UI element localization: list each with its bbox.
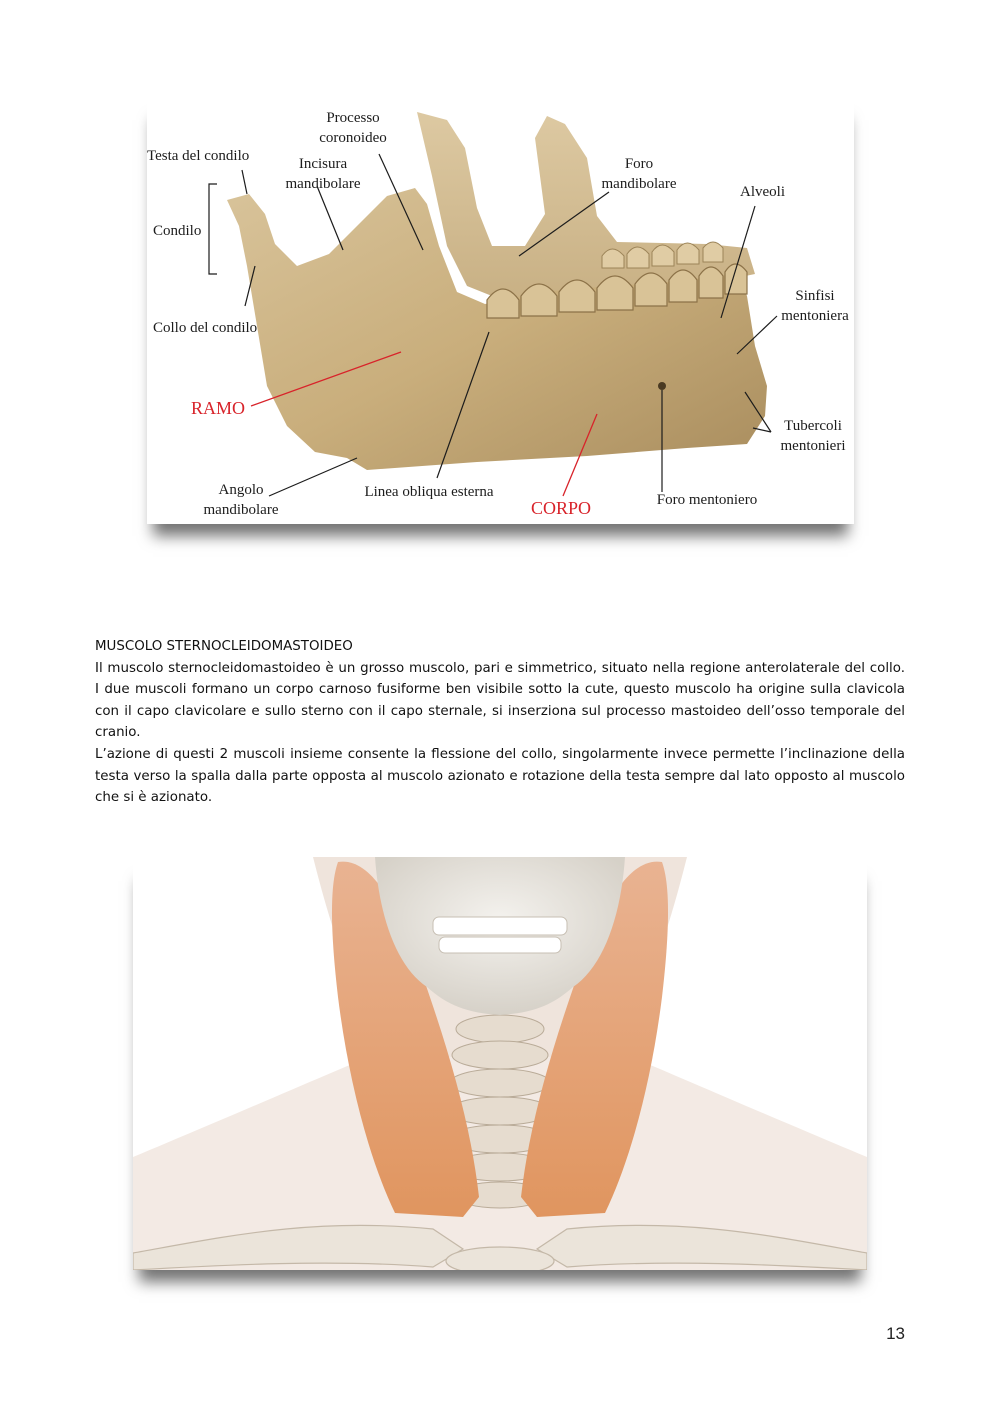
- teeth: [433, 917, 567, 953]
- label-foro-mandibolare-line2: mandibolare: [601, 176, 677, 192]
- mandible-diagram: [147, 96, 854, 524]
- label-testa-condilo: Testa del condilo: [147, 148, 250, 164]
- label-collo-condilo: Collo del condilo: [153, 320, 258, 336]
- mandible-illustration: [147, 96, 854, 524]
- label-linea-obliqua: Linea obliqua esterna: [364, 484, 494, 500]
- label-tubercoli-line1: Tubercoli: [784, 418, 842, 434]
- section-heading: MUSCOLO STERNOCLEIDOMASTOIDEO: [95, 639, 353, 654]
- label-processo-line1: Processo: [326, 110, 380, 126]
- text-section: [95, 636, 905, 809]
- sternocleidomastoid-illustration: [133, 857, 867, 1270]
- label-ramo: RAMO: [191, 398, 246, 418]
- label-sinfisi-line1: Sinfisi: [795, 288, 835, 304]
- paragraph-1: Il muscolo sternocleidomastoideo è un grosso muscolo, pari e simmetrico, situato nella regione anterolaterale del collo. I due muscoli formano un corpo carnoso fusiforme ben visibile sotto la cute, questo muscolo ha origine sulla clavicola con il capo clavicolare e sullo sterno con il capo sternale, si inserziona sul processo mastoideo dell’osso temporale del cranio.: [95, 660, 905, 741]
- label-corpo: CORPO: [530, 498, 592, 518]
- label-condilo: Condilo: [153, 223, 202, 239]
- paragraph-2: L’azione di questi 2 muscoli insieme consente la flessione del collo, singolarmente invece permette l’inclinazione della testa verso la spalla dalla parte opposta al muscolo azionato e rotazione della testa sempre dal lato opposto al muscolo che si è azionato.: [95, 746, 905, 806]
- label-sinfisi-line2: mentoniera: [781, 308, 849, 324]
- label-incisura-line1: Incisura: [298, 156, 348, 172]
- sternum: [446, 1247, 554, 1270]
- mandible-front: [227, 188, 767, 470]
- label-foro-mandibolare-line1: Foro: [624, 156, 654, 172]
- label-angolo-line2: mandibolare: [203, 502, 279, 518]
- label-foro-mentoniero: Foro mentoniero: [656, 492, 758, 508]
- label-incisura-line2: mandibolare: [285, 176, 361, 192]
- label-processo-line2: coronoideo: [319, 130, 387, 146]
- page-number: 13: [886, 1324, 905, 1343]
- neck-illustration: [133, 857, 867, 1270]
- mental-foramen-mark: [658, 382, 666, 390]
- label-angolo-line1: Angolo: [218, 482, 264, 498]
- label-alveoli: Alveoli: [740, 184, 785, 200]
- label-tubercoli-line2: mentonieri: [780, 438, 846, 454]
